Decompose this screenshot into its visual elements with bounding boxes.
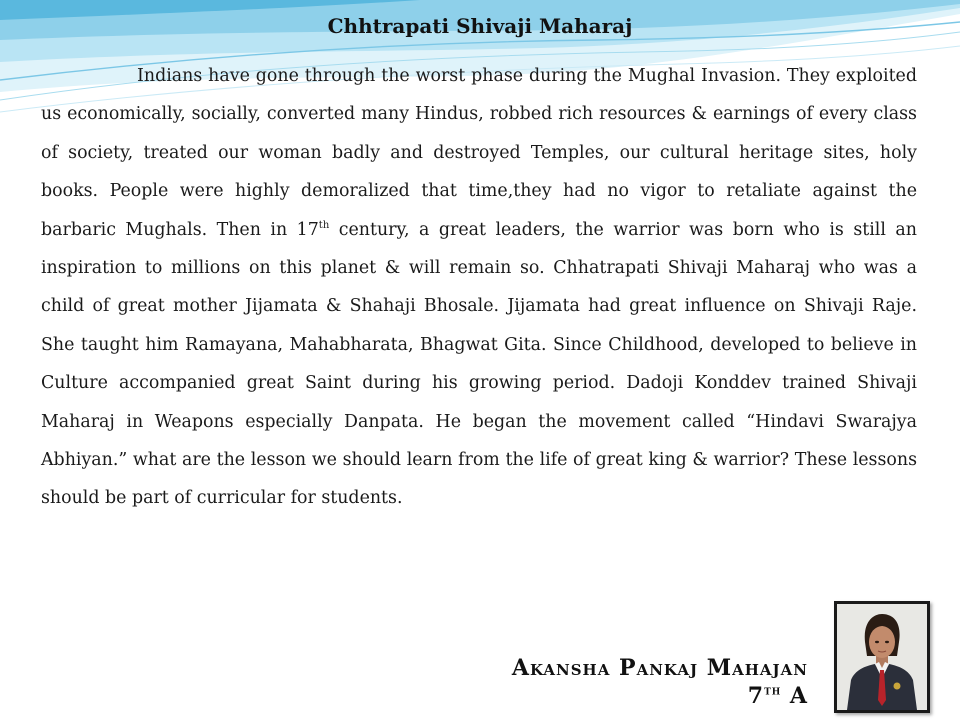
- class-section: A: [781, 683, 808, 709]
- class-number: 7: [747, 683, 765, 709]
- essay-paragraph: [41, 57, 917, 518]
- student-photo: [834, 601, 930, 713]
- student-portrait-image: [837, 604, 927, 710]
- author-class: [512, 682, 808, 710]
- essay-text-part-1: Indians have gone through the worst phase during the Mughal Invasion. They exploited us economically, socially, converted many Hindus, robbed rich resources & earnings of every class of society, treated our woman badly and destroyed Temples, our cultural heritage sites, holy books. People were highly demoralized that time,they had no vigor to retaliate against the barbaric Mughals. Then in 17: [41, 66, 917, 240]
- author-name: Akansha Pankaj Mahajan: [511, 655, 808, 681]
- essay-superscript: th: [318, 219, 330, 231]
- author-block: [512, 654, 808, 710]
- slide-title: Chhtrapati Shivaji Maharaj: [327, 14, 633, 38]
- essay-text-part-2: century, a great leaders, the warrior was born who is still an inspiration to millions on this planet & will remain so. Chhatrapati Shivaji Maharaj who was a child of great mother Jijamata & Shahaji Bhosale. Jijamata had great influence on Shivaji Raje. She taught him Ramayana, Mahabharata, Bhagwat Gita. Since Childhood, developed to believe in Culture accompanied great Saint during his growing period. Dadoji Konddev trained Shivaji Maharaj in Weapons especially Danpata. He began the movement called “Hindavi Swarajya Abhiyan.” what are the lesson we should learn from the life of great king & warrior? These lessons should be part of curricular for students.: [41, 219, 917, 509]
- class-superscript: th: [764, 683, 782, 699]
